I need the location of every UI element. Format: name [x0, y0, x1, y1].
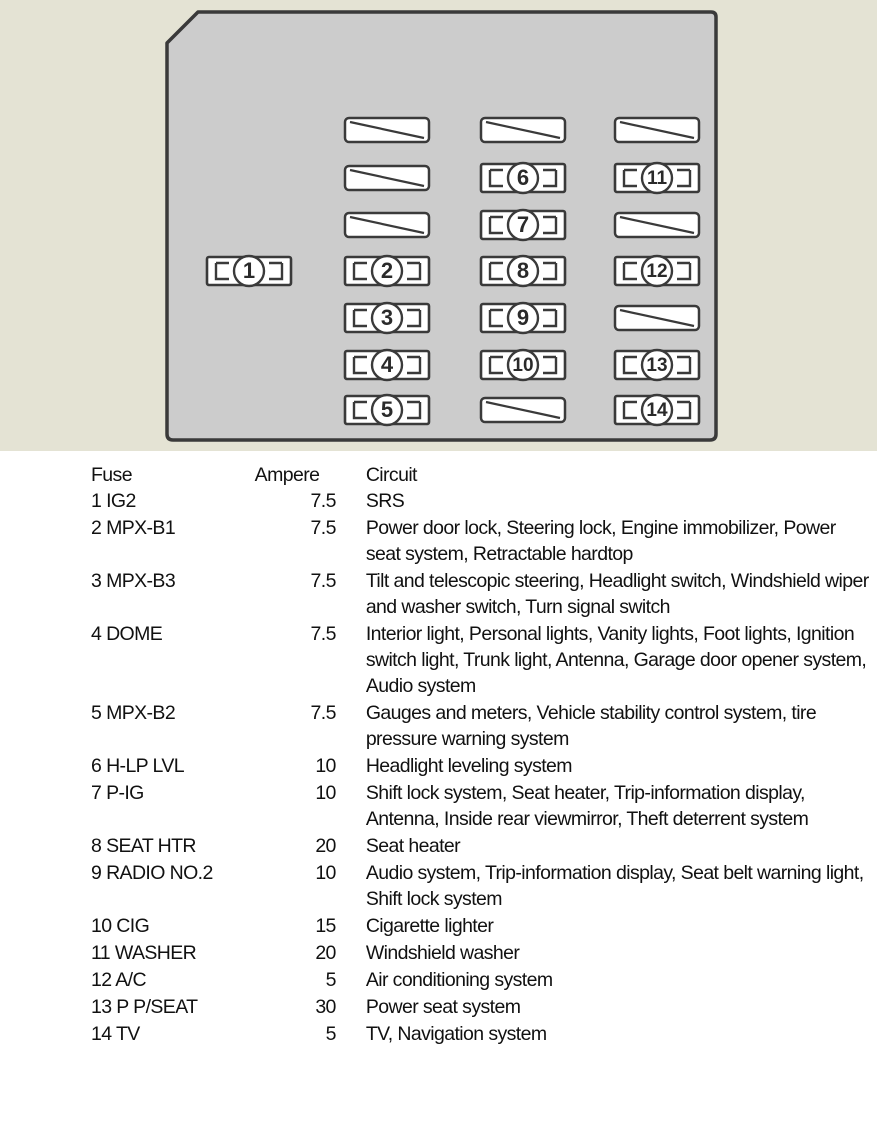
fuse-circuit: Tilt and telescopic steering, Headlight switch, Windshield wiper and washer switch, Turn signal switch: [365, 570, 869, 618]
fuse-name: 6 H-LP LVL: [91, 755, 185, 777]
fuse-number-label: 3: [380, 304, 394, 330]
fuse-ampere: 15: [315, 915, 336, 937]
fuse-circuit: Cigarette lighter: [365, 915, 494, 937]
table-row: [91, 515, 871, 568]
fuse-circuit: Power seat system: [365, 996, 521, 1018]
empty-fuse-slot: [345, 213, 429, 237]
fuse-circuit: SRS: [365, 490, 405, 512]
fuse-ampere: 5: [325, 969, 336, 991]
table-header-row: [91, 462, 871, 488]
fuse-table: [91, 462, 871, 1048]
fuse-14: [615, 395, 699, 425]
empty-fuse-slot: [615, 213, 699, 237]
fuse-7: [481, 210, 565, 240]
fuse-13: [615, 350, 699, 380]
fuse-ampere: 10: [315, 862, 336, 884]
fuse-ampere: 7.5: [310, 490, 336, 512]
fuse-ampere: 7.5: [310, 570, 336, 592]
fuse-name: 4 DOME: [91, 623, 163, 645]
fuse-number-label: 2: [380, 257, 394, 283]
table-row: [91, 913, 871, 940]
fuse-number-label: 5: [380, 396, 394, 422]
fuse-1: [207, 256, 291, 286]
header-ampere: Ampere: [254, 464, 320, 486]
fuse-ampere: 10: [315, 782, 336, 804]
fuse-11: [615, 163, 699, 193]
empty-fuse-slot: [345, 118, 429, 142]
fuse-name: 2 MPX-B1: [91, 517, 176, 539]
fuse-number-label: 7: [516, 211, 530, 237]
empty-fuse-slot: [481, 398, 565, 422]
header-circuit: Circuit: [365, 464, 417, 486]
fuse-number-label: 6: [516, 164, 530, 190]
fuse-circuit: Air conditioning system: [365, 969, 553, 991]
fuse-2: [345, 256, 429, 286]
fuse-ampere: 7.5: [310, 623, 336, 645]
fuse-ampere: 20: [315, 835, 336, 857]
fuse-10: [481, 350, 565, 380]
fuse-3: [345, 303, 429, 333]
header-fuse: Fuse: [91, 464, 132, 486]
table-row: [91, 568, 871, 621]
fuse-name: 9 RADIO NO.2: [91, 862, 213, 884]
fuse-number-label: 11: [646, 168, 668, 190]
fuse-circuit: Shift lock system, Seat heater, Trip-information display, Antenna, Inside rear viewmirror, Theft deterrent system: [365, 782, 809, 830]
fuse-circuit: Seat heater: [365, 835, 461, 857]
fuse-circuit: Gauges and meters, Vehicle stability control system, tire pressure warning system: [365, 702, 817, 750]
empty-fuse-slot: [481, 118, 565, 142]
table-row: [91, 967, 871, 994]
fuse-name: 11 WASHER: [91, 942, 197, 964]
fuse-5: [345, 395, 429, 425]
table-row: [91, 940, 871, 967]
empty-fuse-slot: [345, 166, 429, 190]
table-row: [91, 488, 871, 515]
fuse-circuit: Windshield washer: [365, 942, 520, 964]
fuse-ampere: 7.5: [310, 702, 336, 724]
fuse-12: [615, 256, 699, 286]
empty-fuse-slot: [615, 306, 699, 330]
fuse-number-label: 4: [380, 351, 394, 377]
fuse-name: 12 A/C: [91, 969, 146, 991]
fuse-circuit: Audio system, Trip-information display, Seat belt warning light, Shift lock system: [365, 862, 864, 910]
fuse-panel-svg: [0, 0, 877, 451]
fuse-number-label: 13: [646, 355, 668, 377]
empty-fuse-slot: [615, 118, 699, 142]
fuse-6: [481, 163, 565, 193]
fuse-number-label: 1: [242, 257, 256, 283]
fuse-number-label: 10: [512, 355, 534, 377]
fuse-number-label: 9: [516, 304, 530, 330]
fuse-number-label: 12: [646, 261, 668, 283]
fuse-diagram: [0, 0, 877, 451]
fuse-name: 13 P P/SEAT: [91, 996, 198, 1018]
fuse-8: [481, 256, 565, 286]
fuse-circuit: TV, Navigation system: [365, 1023, 547, 1045]
table-row: [91, 621, 871, 700]
fuse-name: 10 CIG: [91, 915, 150, 937]
fuse-name: 8 SEAT HTR: [91, 835, 196, 857]
fuse-circuit: Interior light, Personal lights, Vanity lights, Foot lights, Ignition switch light, Trunk light, Antenna, Garage door opener system, Audio system: [365, 623, 867, 697]
fuse-name: 1 IG2: [91, 490, 136, 512]
table-row: [91, 700, 871, 753]
fuse-number-label: 8: [516, 257, 530, 283]
fuse-circuit: Headlight leveling system: [365, 755, 572, 777]
fuse-ampere: 20: [315, 942, 336, 964]
fuse-ampere: 30: [315, 996, 336, 1018]
table-row: [91, 753, 871, 780]
table-row: [91, 780, 871, 833]
table-row: [91, 860, 871, 913]
fuse-name: 7 P-IG: [91, 782, 144, 804]
fuse-name: 3 MPX-B3: [91, 570, 176, 592]
table-row: [91, 1021, 871, 1048]
table-row: [91, 833, 871, 860]
fuse-9: [481, 303, 565, 333]
fuse-name: 5 MPX-B2: [91, 702, 176, 724]
fuse-ampere: 7.5: [310, 517, 336, 539]
table-row: [91, 994, 871, 1021]
fuse-ampere: 5: [325, 1023, 336, 1045]
fuse-number-label: 14: [646, 400, 668, 422]
fuse-ampere: 10: [315, 755, 336, 777]
fuse-name: 14 TV: [91, 1023, 140, 1045]
fuse-circuit: Power door lock, Steering lock, Engine immobilizer, Power seat system, Retractable hardtop: [365, 517, 836, 565]
fuse-4: [345, 350, 429, 380]
